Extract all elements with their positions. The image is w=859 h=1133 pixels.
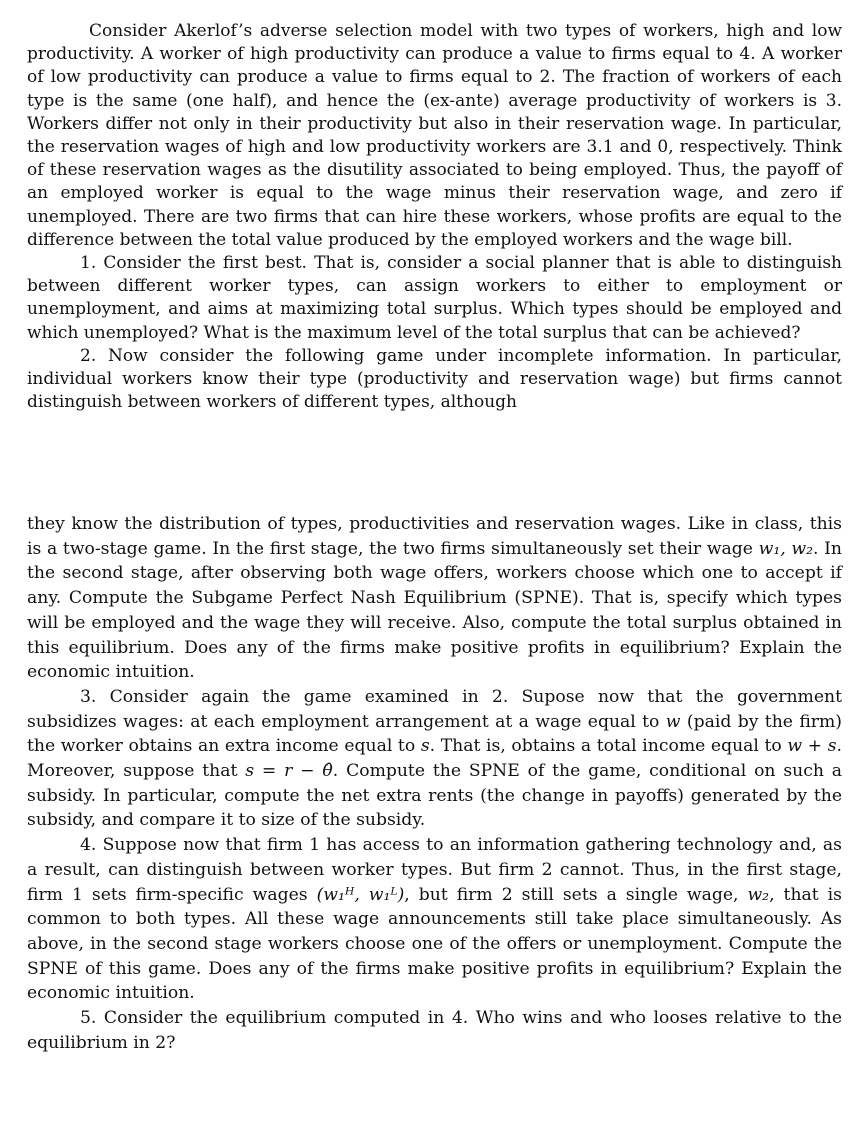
q3-text-a: 3. Consider again the game examined in 2. Supose now that the government subsidizes wages: at each employment arrangement at a wage equal to (27, 686, 842, 732)
math-w: w (665, 711, 681, 732)
q3-text-d: . Moreover, suppose that (27, 736, 842, 782)
math-s: s (420, 736, 430, 757)
q4-text-b: , but firm 2 still sets a single wage, (404, 884, 748, 905)
text-block-upper (27, 20, 842, 414)
q4-text-c: , that is common to both types. All these wage announcements still take place simultaneously. As above, in the second stage workers choose one of the offers or unemployment. Compute the SPNE of this game. Does any of the firms make positive profits in equilibrium? Explain the economic intuition. (27, 884, 842, 1004)
intro-paragraph: Consider Akerlof’s adverse selection model with two types of workers, high and low productivity. A worker of high productivity can produce a value to firms equal to 4. A worker of low productivity can produce a value to firms equal to 2. The fraction of workers of each type is the same (one half), and hence the (ex-ante) average productivity of workers is 3. Workers differ not only in their productivity but also in their reservation wage. In particular, the reservation wages of high and low productivity workers are 3.1 and 0, respectively. Think of these reservation wages as the disutility associated to being employed. Thus, the payoff of an employed worker is equal to the wage minus their reservation wage, and zero if unemployed. There are two firms that can hire these workers, whose profits are equal to the difference between the total value produced by the employed workers and the wage bill. (27, 21, 842, 250)
q3-text-c: . That is, obtains a total income equal to (429, 736, 788, 757)
question-2-part-2 (27, 512, 842, 685)
math-w2: w₂ (747, 884, 770, 905)
q3-text-b: (paid by the firm) the worker obtains an extra income equal to (27, 711, 843, 757)
math-subsidy-definition: s = r − θ̂ (245, 761, 333, 782)
q2-text-b: . In the second stage, after observing both wage offers, workers choose which one to accept if any. Compute the Subgame Perfect Nash Equilibrium (SPNE). That is, specify which types will be employed and the wage they will receive. Also, compute the total surplus obtained in this equilibrium. Does any of the firms make positive profits in equilibrium? Explain the economic intuition. (27, 538, 842, 683)
question-1: 1. Consider the first best. That is, consider a social planner that is able to distinguish between different worker types, can assign workers to either to employment or unemployment, and aims at maximizing total surplus. Which types should be employed and which unemployed? What is the maximum level of the total surplus that can be achieved? (27, 253, 842, 343)
math-w-plus-s: w + s (787, 736, 837, 757)
math-w1-w2: w₁, w₂ (758, 538, 813, 559)
question-3 (27, 685, 842, 833)
q3-text-e: . Compute the SPNE of the game, conditional on such a subsidy. In particular, compute the net extra rents (the change in payoffs) generated by the subsidy, and compare it to size of the subsidy. (27, 761, 843, 831)
question-5: 5. Consider the equilibrium computed in 4. Who wins and who looses relative to the equilibrium in 2? (27, 1008, 842, 1053)
question-4 (27, 833, 842, 1006)
q4-text-a: 4. Suppose now that firm 1 has access to an information gathering technology and, as a result, can distinguish between worker types. But firm 2 cannot. Thus, in the first stage, firm 1 sets firm-specific wages (27, 835, 842, 905)
math-firm1-wages: (w₁ᴴ, w₁ᴸ) (316, 884, 405, 905)
text-block-lower (27, 512, 842, 1055)
question-2-part-1: 2. Now consider the following game under incomplete information. In particular, individual workers know their type (productivity and reservation wage) but firms cannot distinguish between workers of different types, although (27, 345, 842, 413)
q2-text-a: they know the distribution of types, productivities and reservation wages. Like in class, this is a two-stage game. In the first stage, the two firms simultaneously set their wage (27, 514, 842, 559)
